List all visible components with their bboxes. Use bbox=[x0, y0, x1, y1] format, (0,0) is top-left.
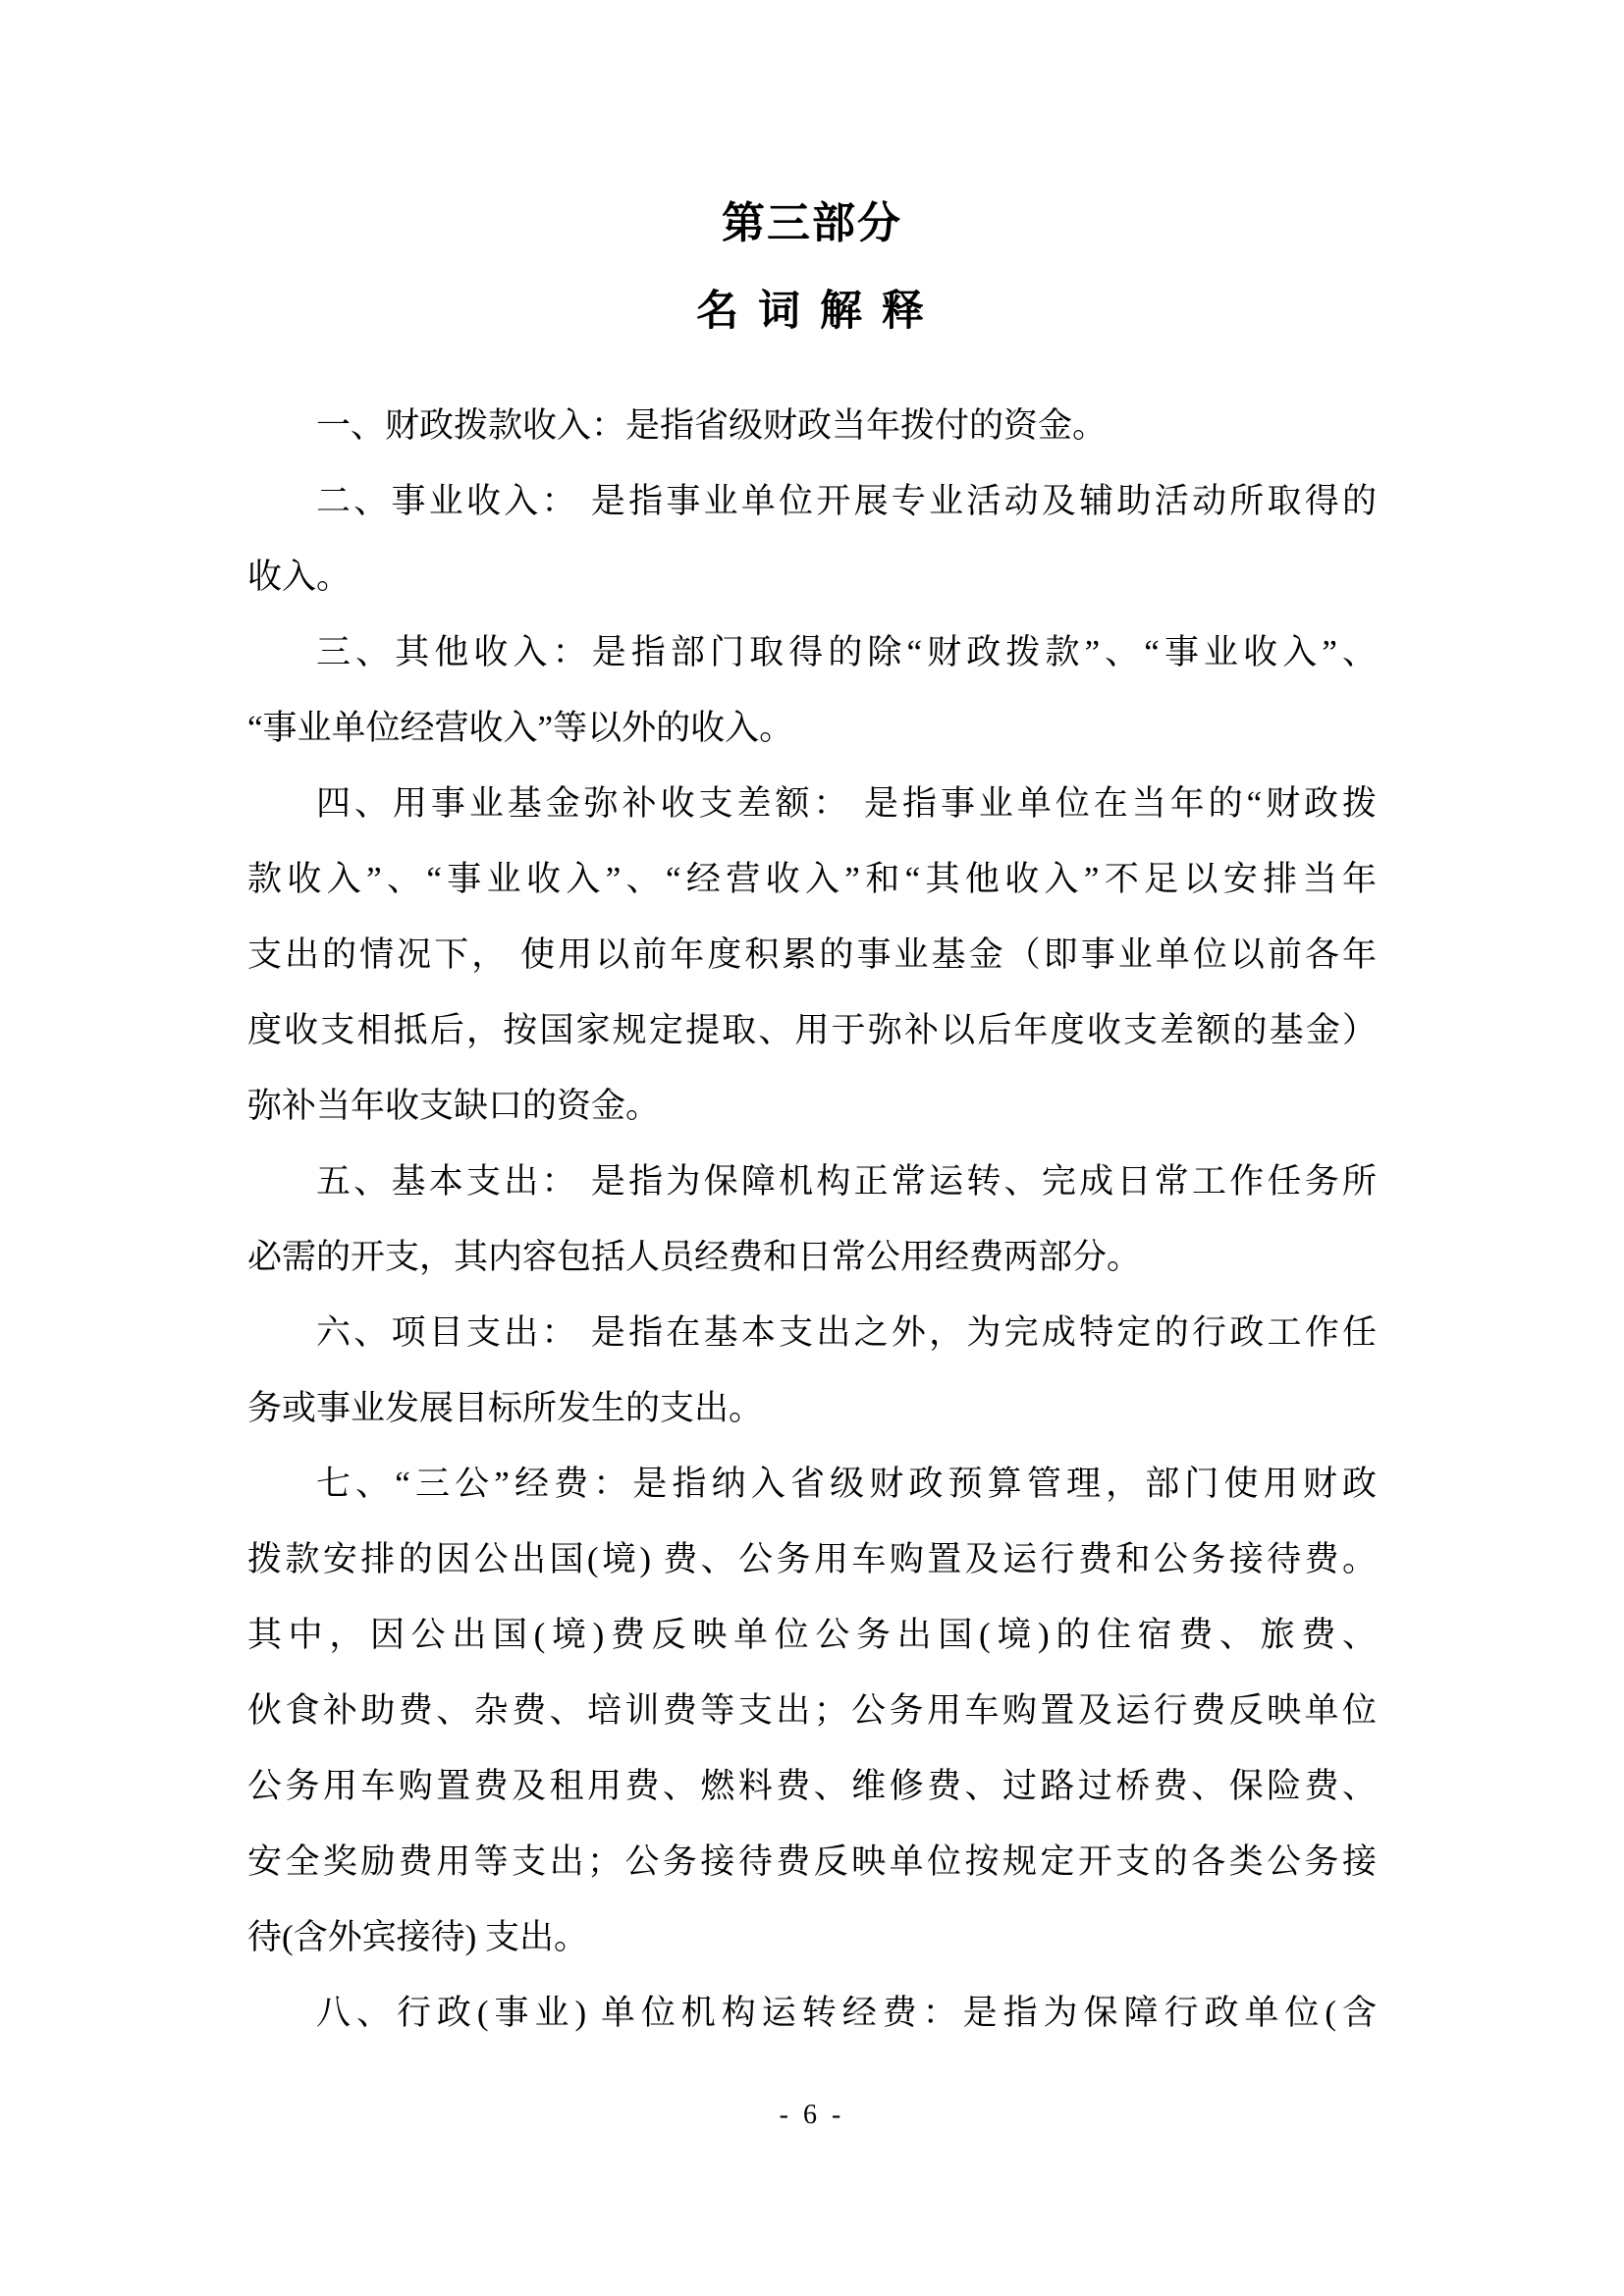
text-line: “事业单位经营收入”等以外的收入。 bbox=[247, 709, 794, 747]
text-line: 伙食补助费、杂费、培训费等支出；公务用车购置及运行费反映单位 bbox=[247, 1691, 1377, 1730]
text-line: 二、事业收入： 是指事业单位开展专业活动及辅助活动所取得的 bbox=[316, 482, 1377, 520]
text-line: 五、基本支出： 是指为保障机构正常运转、完成日常工作任务所 bbox=[316, 1162, 1377, 1201]
text-line: 安全奖励费用等支出；公务接待费反映单位按规定开支的各类公务接 bbox=[247, 1842, 1377, 1881]
text-line: 务或事业发展目标所发生的支出。 bbox=[247, 1389, 764, 1427]
text-line: 必需的开支，其内容包括人员经费和日常公用经费两部分。 bbox=[247, 1238, 1142, 1276]
text-line: 款收入”、“事业收入”、“经营收入”和“其他收入”不足以安排当年 bbox=[247, 860, 1377, 898]
text-line: 七、“三公”经费：是指纳入省级财政预算管理，部门使用财政 bbox=[316, 1465, 1377, 1503]
text-line: 公务用车购置费及租用费、燃料费、维修费、过路过桥费、保险费、 bbox=[247, 1767, 1377, 1805]
text-line: 四、用事业基金弥补收支差额： 是指事业单位在当年的“财政拨 bbox=[316, 784, 1377, 823]
glossary-body bbox=[247, 388, 1377, 2051]
part-title: 第三部分 bbox=[722, 199, 902, 247]
text-line: 待(含外宾接待) 支出。 bbox=[247, 1918, 589, 1956]
text-line: 其中，因公出国(境)费反映单位公务出国(境)的住宿费、旅费、 bbox=[247, 1616, 1377, 1654]
text-line: 收入。 bbox=[247, 558, 352, 596]
text-line: 八、行政(事业) 单位机构运转经费：是指为保障行政单位(含 bbox=[316, 1994, 1377, 2032]
text-line: 拨款安排的因公出国(境) 费、公务用车购置及运行费和公务接待费。 bbox=[247, 1540, 1377, 1578]
page-number: - 6 - bbox=[779, 2100, 845, 2130]
text-line: 度收支相抵后，按国家规定提取、用于弥补以后年度收支差额的基金） bbox=[247, 1011, 1377, 1049]
text-line: 弥补当年收支缺口的资金。 bbox=[247, 1087, 661, 1125]
text-line: 六、项目支出： 是指在基本支出之外，为完成特定的行政工作任 bbox=[316, 1313, 1377, 1352]
text-line: 三、其他收入：是指部门取得的除“财政拨款”、“事业收入”、 bbox=[316, 633, 1377, 671]
section-title: 名 词 解 释 bbox=[696, 288, 928, 335]
text-line: 一、财政拨款收入：是指省级财政当年拨付的资金。 bbox=[316, 406, 1108, 445]
text-line: 支出的情况下， 使用以前年度积累的事业基金（即事业单位以前各年 bbox=[247, 935, 1377, 974]
